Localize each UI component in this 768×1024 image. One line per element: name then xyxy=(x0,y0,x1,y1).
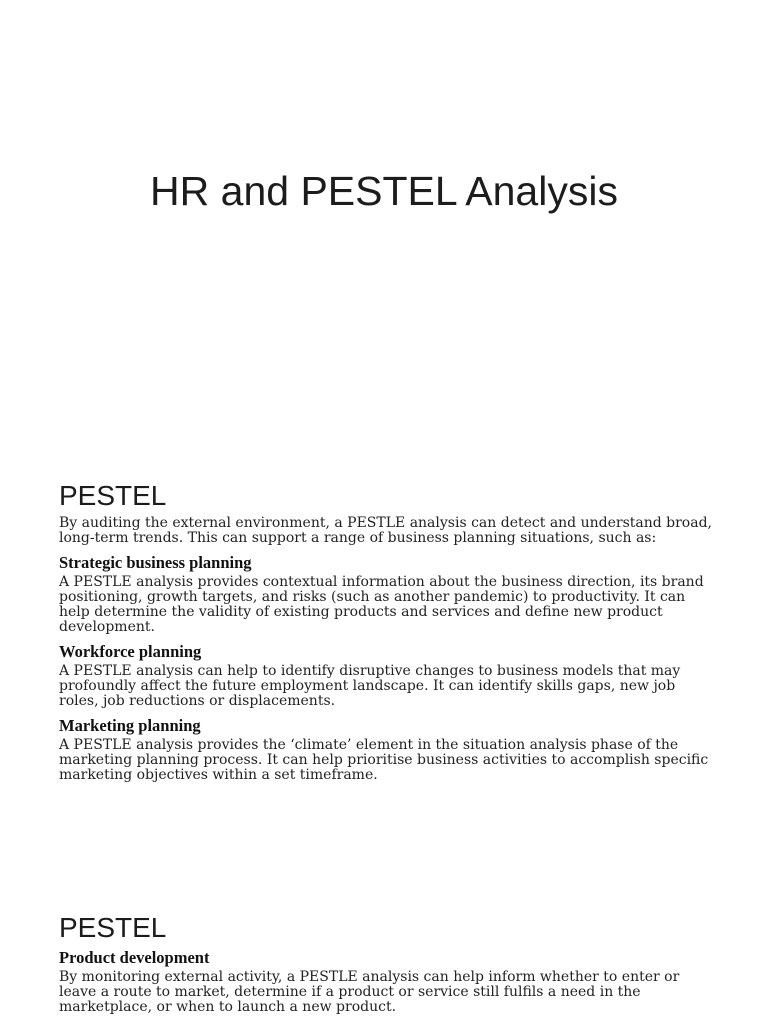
document-title: HR and PESTEL Analysis xyxy=(150,168,618,214)
subheading-product-development: Product development xyxy=(59,948,210,967)
subheading-workforce-planning: Workforce planning xyxy=(59,642,202,661)
intro-paragraph: By auditing the external environment, a PESTLE analysis can detect and understand broad, long-term trends. This can support a range of business planning situations, such as: xyxy=(59,515,712,546)
paragraph-product-development: By monitoring external activity, a PESTLE analysis can help inform whether to enter or leave a route to market, determine if a product or service still fulfils a need in the marketplace, or when to launch a new product. xyxy=(59,969,680,1015)
paragraph-strategic-business-planning: A PESTLE analysis provides contextual information about the business direction, its brand positioning, growth targets, and risks (such as another pandemic) to productivity. It can help determine the validity of existing products and services and define new product development. xyxy=(59,574,704,635)
slide-heading: PESTEL xyxy=(59,480,167,511)
paragraph-marketing-planning: A PESTLE analysis provides the ‘climate’ element in the situation analysis phase of the marketing planning process. It can help prioritise business activities to accomplish specific marketing objectives within a set timeframe. xyxy=(59,737,709,783)
slide-heading: PESTEL xyxy=(59,912,167,943)
slide-content xyxy=(59,910,719,1022)
subheading-strategic-business-planning: Strategic business planning xyxy=(59,553,252,572)
paragraph-workforce-planning: A PESTLE analysis can help to identify disruptive changes to business models that may profoundly affect the future employment landscape. It can identify skills gaps, new job roles, job reductions or displacements. xyxy=(59,663,681,709)
title-slide xyxy=(0,0,768,440)
slide-content xyxy=(59,478,719,790)
pestel-slide-1 xyxy=(0,445,768,875)
pestel-slide-2 xyxy=(0,880,768,1024)
subheading-marketing-planning: Marketing planning xyxy=(59,716,201,735)
